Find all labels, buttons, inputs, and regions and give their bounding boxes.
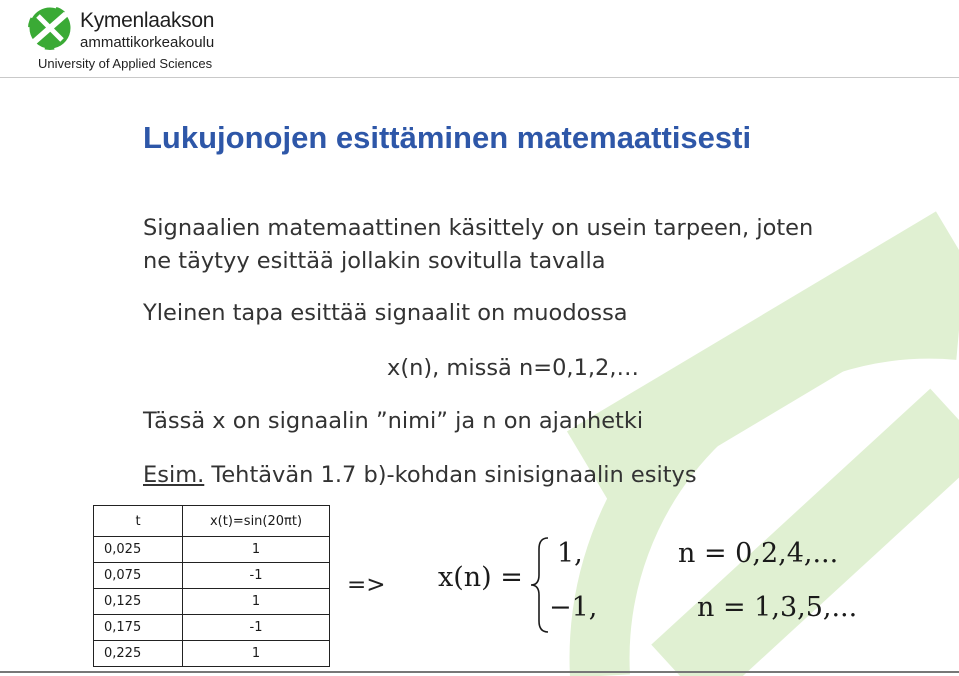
- table-cell-t: 0,225: [94, 641, 183, 667]
- table-row: [94, 589, 330, 615]
- header-divider: [0, 77, 959, 78]
- left-brace-icon: [528, 535, 550, 635]
- notation-explanation: Tässä x on signaalin ”nimi” ja n on ajanhetki: [143, 408, 644, 434]
- case1-value: 1,: [557, 538, 583, 569]
- table-row: [94, 537, 330, 563]
- logo-name-line3: University of Applied Sciences: [38, 56, 213, 71]
- example-label: Esim.: [143, 462, 205, 488]
- slide-title: Lukujonojen esittäminen matemaattisesti: [143, 120, 752, 155]
- case1-condition: n = 0,2,4,...: [678, 538, 839, 569]
- table-cell-value: 1: [183, 589, 330, 615]
- intro-line-2: ne täytyy esittää jollakin sovitulla tavalla: [143, 248, 606, 274]
- table-cell-t: 0,025: [94, 537, 183, 563]
- sine-values-table: [93, 505, 330, 667]
- intro-paragraph: [143, 212, 813, 278]
- table-cell-value: 1: [183, 641, 330, 667]
- footer-divider: [0, 671, 959, 673]
- implies-arrow: =>: [347, 572, 386, 598]
- table-header-row: [94, 506, 330, 537]
- general-form-paragraph: Yleinen tapa esittää signaalit on muodossa: [143, 300, 628, 326]
- equation-lhs: x(n) =: [438, 562, 523, 593]
- case2-value: −1,: [549, 592, 598, 623]
- logo-name-line2: ammattikorkeakoulu: [80, 34, 215, 51]
- logo-name-line1: Kymenlaakson: [80, 9, 215, 32]
- table-cell-t: 0,175: [94, 615, 183, 641]
- table-cell-t: 0,125: [94, 589, 183, 615]
- table-cell-value: -1: [183, 563, 330, 589]
- table-cell-value: -1: [183, 615, 330, 641]
- case2-condition: n = 1,3,5,...: [697, 592, 858, 623]
- kyamk-logo-icon: [24, 2, 76, 54]
- example-text: Tehtävän 1.7 b)-kohdan sinisignaalin esitys: [204, 462, 697, 488]
- signal-notation-formula: x(n), missä n=0,1,2,…: [387, 355, 640, 381]
- table-cell-t: 0,075: [94, 563, 183, 589]
- table-header-t: t: [94, 506, 183, 537]
- table-header-xt: x(t)=sin(20πt): [183, 506, 330, 537]
- table-row: [94, 563, 330, 589]
- table-cell-value: 1: [183, 537, 330, 563]
- table-row: [94, 641, 330, 667]
- example-paragraph: [143, 462, 697, 488]
- intro-line-1: Signaalien matemaattinen käsittely on usein tarpeen, joten: [143, 215, 814, 241]
- table-row: [94, 615, 330, 641]
